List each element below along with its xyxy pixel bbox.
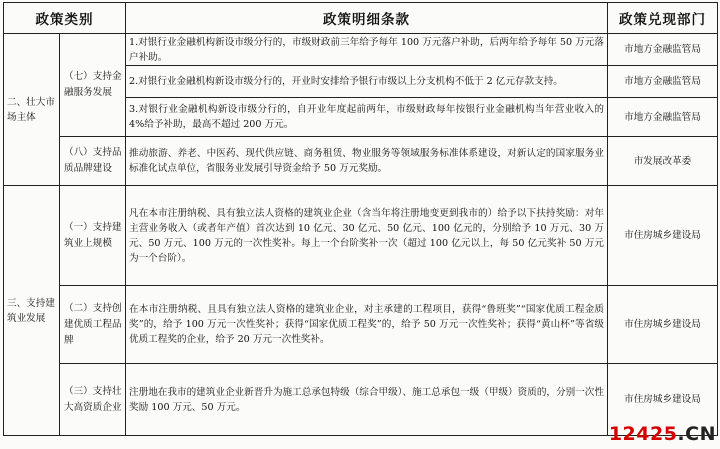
site-watermark [609,421,716,447]
department-cell: 市住房城乡建设局 [608,364,718,436]
subcategory-label: （七）支持金融服务发展 [64,71,122,98]
subcategory-label: （三）支持壮大高资质企业 [64,385,122,413]
subcategory-label: （八）支持品质品牌建设 [64,147,122,174]
clause-text: 注册地在我市的建筑业企业新晋升为施工总承包特级（综合甲级）、施工总承包一级（甲级）资质的，分别一次性奖励 100 万元、50 万元。 [126,364,608,436]
subcategory-label: （二）支持创建优质工程品牌 [64,302,122,346]
clause-text: 在本市注册纳税、且具有独立法人资格的建筑业企业，对主承建的工程项目，获得“鲁班奖”“国家优质工程金质奖”的，给予 100 万元一次性奖补；获得“国家优质工程奖”的，给予 50 万元一次性奖补；获得“黄山杯”等省级优质工程奖的企业，给予 20 万元一次性奖补。 [126,286,608,364]
clause-text: 推动旅游、养老、中医药、现代供应链、商务租赁、物业服务等领域服务标准体系建设，对新认定的国家服务业标准化试点单位，省服务业发展引导资金给予 50 万元奖励。 [126,137,608,186]
watermark-number: 12425 [608,423,678,445]
clause-text: 1.对银行业金融机构新设市级分行的，市级财政前三年给予每年 100 万元落户补助，后两年给予每年 50 万元落户补助。 [126,34,608,66]
department-cell: 市发展改革委 [608,137,718,186]
clause-text: 3.对银行业金融机构新设市级分行的，自开业年度起前两年，市级财政每年按银行业金融机构当年营业收入的 4%给予补助，最高不超过 200 万元。 [126,98,608,137]
department-cell: 市住房城乡建设局 [608,286,718,364]
subcategory-quality [60,286,126,364]
department-cell: 市地方金融监管局 [608,34,718,66]
clause-text: 凡在本市注册纳税、具有独立法人资格的建筑业企业（含当年将注册地变更到我市的）给予以下扶持奖励：对年主营业务收入（或者年产值）首次达到 10 亿元、30 亿元、50 亿元、100 亿元的，分别给予 10 万元、30 万元、50 万元、100 万元的一次性奖补。每上一个台阶奖补一次（超过 100 亿元以上，每 50 亿元奖补 50 万元为一个台阶）。 [126,186,608,286]
policy-table [3,2,718,436]
subcategory-brand [60,137,126,186]
table-row [4,137,718,186]
department-cell: 市地方金融监管局 [608,98,718,137]
subcategory-growth [60,364,126,436]
header-department: 政策兑现部门 [608,3,718,34]
subcategory-label: （一）支持建筑业上规模 [64,221,122,249]
table-row [4,286,718,364]
subcategory-finance [60,34,126,137]
department-cell: 市住房城乡建设局 [608,186,718,286]
section-title-market: 二、壮大市场主体 [4,34,60,186]
department-cell: 市地方金融监管局 [608,66,718,98]
table-header-row [4,3,718,34]
clause-text: 2.对银行业金融机构新设市级分行的，开业时安排给予银行市级以上分支机构不低于 2 亿元存款支持。 [126,66,608,98]
header-category: 政策类别 [4,3,126,34]
watermark-domain: .CN [677,423,716,445]
table-row [4,186,718,286]
header-detail: 政策明细条款 [126,3,608,34]
table-row [4,34,718,66]
section-title-construction: 三、支持建筑业发展 [4,186,60,436]
subcategory-scale [60,186,126,286]
